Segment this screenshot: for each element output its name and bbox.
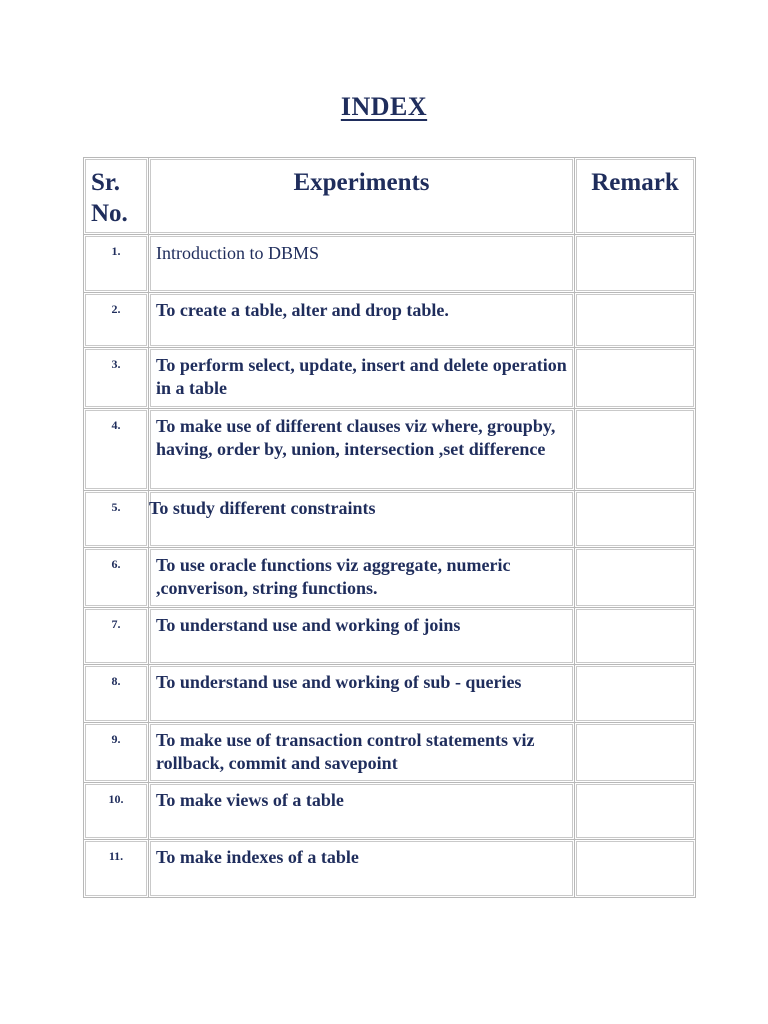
experiment-cell [149, 235, 575, 293]
remark-cell [575, 409, 696, 491]
remark-cell [575, 665, 696, 723]
experiment-text: To make indexes of a table [156, 847, 359, 867]
row-number: 3. [111, 357, 121, 371]
page-title: INDEX [340, 92, 428, 121]
experiment-text: To study different constraints [149, 498, 376, 518]
row-number: 8. [111, 674, 121, 688]
experiment-text: To understand use and working of joins [156, 615, 461, 635]
sr-cell [84, 608, 149, 665]
sr-cell [84, 665, 149, 723]
experiment-text: To make use of transaction control statements viz rollback, commit and savepoint [156, 730, 535, 773]
table-row [84, 293, 696, 348]
row-number: 1. [111, 244, 121, 258]
table-header-row [84, 158, 696, 235]
sr-cell [84, 409, 149, 491]
experiment-cell [149, 723, 575, 783]
table-row [84, 235, 696, 293]
experiment-cell [149, 783, 575, 840]
table-row [84, 491, 696, 548]
remark-cell [575, 491, 696, 548]
sr-cell [84, 723, 149, 783]
remark-cell [575, 608, 696, 665]
experiment-cell [149, 665, 575, 723]
sr-cell [84, 235, 149, 293]
remark-cell [575, 293, 696, 348]
row-number: 9. [111, 732, 121, 746]
row-number: 4. [111, 418, 121, 432]
header-cell-sr [84, 158, 149, 235]
experiment-cell [149, 491, 575, 548]
table-row [84, 348, 696, 409]
experiment-text: To perform select, update, insert and delete operation in a table [156, 355, 567, 398]
table-row [84, 783, 696, 840]
table-row [84, 409, 696, 491]
remark-cell [575, 348, 696, 409]
row-number: 6. [111, 557, 121, 571]
header-cell-remark [575, 158, 696, 235]
table-row [84, 665, 696, 723]
sr-cell [84, 783, 149, 840]
experiment-text: To make use of different clauses viz where, groupby, having, order by, union, intersection ,set difference [156, 416, 556, 459]
remark-cell [575, 723, 696, 783]
row-number: 5. [111, 500, 121, 514]
remark-cell [575, 783, 696, 840]
row-number: 11. [108, 849, 124, 863]
remark-cell [575, 548, 696, 608]
experiment-cell [149, 840, 575, 898]
sr-cell [84, 840, 149, 898]
experiment-text: To use oracle functions viz aggregate, numeric ,converison, string functions. [156, 555, 511, 598]
row-number: 2. [111, 302, 121, 316]
table-row [84, 840, 696, 898]
row-number: 10. [108, 792, 124, 806]
header-cell-experiments [149, 158, 575, 235]
experiment-cell [149, 608, 575, 665]
header-sr-no: Sr. No. [91, 169, 128, 227]
table-row [84, 548, 696, 608]
experiments-index-table [83, 157, 696, 898]
experiment-text: To create a table, alter and drop table. [156, 300, 449, 320]
remark-cell [575, 235, 696, 293]
experiment-cell [149, 293, 575, 348]
sr-cell [84, 491, 149, 548]
remark-cell [575, 840, 696, 898]
experiment-text: To make views of a table [156, 790, 344, 810]
sr-cell [84, 548, 149, 608]
header-remark: Remark [591, 169, 679, 196]
experiment-text: To understand use and working of sub - queries [156, 672, 522, 692]
table-row [84, 723, 696, 783]
sr-cell [84, 293, 149, 348]
row-number: 7. [111, 617, 121, 631]
sr-cell [84, 348, 149, 409]
table-row [84, 608, 696, 665]
experiment-cell [149, 348, 575, 409]
experiment-text: Introduction to DBMS [156, 243, 320, 263]
experiment-cell [149, 409, 575, 491]
experiment-cell [149, 548, 575, 608]
header-experiments: Experiments [293, 169, 430, 196]
